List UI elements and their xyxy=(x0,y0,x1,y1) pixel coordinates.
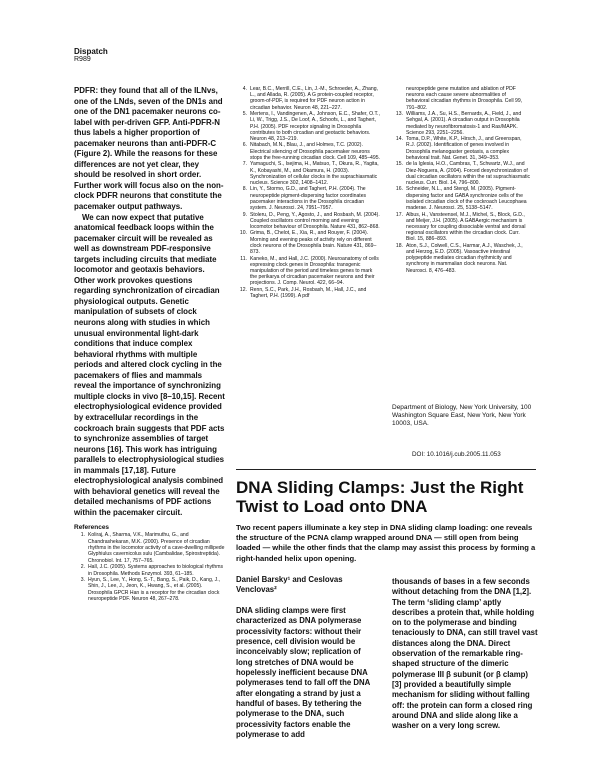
reference-text: Aton, S.J., Colwell, C.S., Harmar, A.J., Waschek, J., and Herzog, E.D. (2005). Vasoactive intestinal polypeptide mediates circadian rhythmicity and synchrony in mammalian clock neurons. Nat. Neurosci. 8, 476–483. xyxy=(406,242,523,274)
reference-item xyxy=(74,564,226,577)
reference-text: Hall, J.C. (2005). Systems approaches to biological rhythms in Drosophila. Methods Enzymol. 393, 61–185. xyxy=(88,564,224,577)
reference-number: 2. xyxy=(80,564,85,571)
reference-number: 4. xyxy=(242,86,247,92)
reference-item xyxy=(392,243,530,274)
reference-text: Toma, D.P., White, K.P., Hirsch, J., and Greenspan, R.J. (2002). Identification of genes involved in Drosophila melanogaster geotaxis, a complex behavioral trait. Nat. Genet. 31, 349–353. xyxy=(406,136,522,161)
reference-text: Lin, Y., Stormo, G.D., and Taghert, P.H. (2004). The neuropeptide pigment-dispersing factor coordinates pacemaker interactions in the Drosophila circadian system. J. Neurosci. 24, 7951–7957. xyxy=(250,186,367,212)
page-header xyxy=(74,47,108,64)
reference-number: 13. xyxy=(395,111,403,118)
reference-item xyxy=(236,230,380,255)
reference-text: Yamaguchi, S., Isejima, H., Matsuo, T., Okura, R., Yagita, K., Kobayashi, M., and Okamura, H. (2003). Synchronization of cellular clocks in the suprachiasmatic nucleus. Science 302, 1408–1412. xyxy=(250,161,379,186)
reference-number: 17. xyxy=(395,211,403,218)
reference-number: 16. xyxy=(395,186,403,193)
reference-text: de la Iglesia, H.O., Cambras, T., Schwartz, W.J., and Diez-Noguera, A. (2004). Forced desynchronization of dual circadian oscillators within the rat suprachiasmatic nucleus. Curr. Biol. 14, 796–800. xyxy=(406,161,531,186)
reference-text: neuropeptide gene mutation and ablation of PDF neurons each cause severe abnormalities of behavioral circadian rhythms in Drosophila. Cell 99, 791–802. xyxy=(406,86,523,111)
reference-number: 1. xyxy=(80,532,85,539)
paragraph: We can now expect that putative anatomical feedback loops within the pacemaker circuit will be revealed as well as downstream PDF-responsive targets including circuits that mediate locomotor and geotaxis behaviors. Other work provokes questions regarding synchronization of circadian physiological outputs. Genetic manipulation of subsets of clock neurons along with studies in which unusual environmental light-dark conditions that induce complex behavioral rhythms with multiple periods and altered clock cycling in the pacemakers of flies and mammals reveal the importance of synchronizing multiple clocks in vivo [8–10,15]. Recent electrophysiological evidence provided by extracellular recordings in the cockroach brain suggests that PDF acts to synchronize assemblies of target neurons [16]. This work has intriguing parallels to electrophysiological studies in mammals [17,18]. Future electrophysiological analysis combined with behavioral genetics will reveal the detailed mechanisms of PDF actions within the pacemaker circuit. xyxy=(74,212,225,517)
reference-text: Stoleru, D., Peng, Y., Agosto, J., and Rosbash, M. (2004). Coupled oscillators control morning and evening locomotor behaviour of Drosophila. Nature 431, 862–868. xyxy=(250,211,380,230)
reference-item xyxy=(236,111,380,142)
reference-item xyxy=(236,161,380,186)
reference-number: 3. xyxy=(80,577,85,584)
reference-item xyxy=(392,86,530,111)
reference-text: Grima, B., Chelot, E., Xia, R., and Rouyer, F. (2004). Morning and evening peaks of activity rely on different clock neurons of the Drosophila brain. Nature 431, 869–873. xyxy=(250,230,377,256)
body-paragraph: thousands of bases in a few seconds without detaching from the DNA [1,2]. The term ‘sliding clamp’ aptly describes a protein that, while holding on to the polymerase and binding tenaciously to DNA, can still travel vast distances along the DNA. Direct observation of the remarkable ring-shaped structure of the dimeric polymerase III β subunit (or β clamp) [3] provided a beautifully simple mechanism for sliding without falling off: the protein can form a closed ring around DNA and slide along like a washer on a very long screw. xyxy=(392,577,538,731)
reference-number: 10. xyxy=(239,230,247,237)
reference-number: 12. xyxy=(239,286,247,293)
reference-item xyxy=(236,186,380,211)
reference-text: Williams, J.A., Su, H.S., Bernards, A., Field, J., and Sehgal, A. (2001). A circadian output in Drosophila mediated by neurofibromatosis-1 and Ras/MAPK. Science 293, 2251–2256. xyxy=(406,111,522,136)
section-divider xyxy=(236,469,536,470)
reference-list xyxy=(236,86,380,300)
reference-item xyxy=(236,287,380,299)
reference-text: Schneider, N.L., and Stengl, M. (2005). Pigment-dispersing factor and GABA synchronize cells of the isolated circadian clock of the cockroach Leucophaea maderae. J. Neurosci. 25, 5138–5147. xyxy=(406,186,527,212)
reference-number: 9. xyxy=(242,211,247,218)
reference-item xyxy=(392,136,530,161)
reference-number: 6. xyxy=(242,142,247,149)
references-heading: References xyxy=(74,524,110,532)
reference-item xyxy=(74,577,226,602)
article-title: DNA Sliding Clamps: Just the Right Twist to Load onto DNA xyxy=(236,478,524,516)
reference-number: 11. xyxy=(240,255,247,262)
reference-item xyxy=(236,256,380,287)
reference-number: 14. xyxy=(395,136,403,143)
reference-text: Nitabach, M.N., Blau, J., and Holmes, T.C. (2002). Electrical silencing of Drosophila pacemaker neurons stops the free-running circadian clock. Cell 109, 485–495. xyxy=(250,142,380,161)
reference-item xyxy=(236,212,380,231)
reference-item xyxy=(236,142,380,161)
reference-number: 18. xyxy=(395,242,403,249)
article-authors: Daniel Barsky¹ and Ceslovas Venclovas² xyxy=(236,575,343,595)
paragraph: PDFR: they found that all of the ILNvs, one of the LNds, seven of the DN1s and one of the DN1 pacemaker neurons co-label with per-driven GFP. Anti-PDFR-N thus labels a higher proportion of pacemaker neurons than anti-PDFR-C (Figure 2). While the reasons for these differences are not yet clear, they should be resolved in short order. Further work will focus also on the non-clock PDFR neurons that constitute the pacemaker output pathways. xyxy=(74,86,224,212)
reference-text: Kaneko, M., and Hall, J.C. (2000). Neuroanatomy of cells expressing clock genes in Drosophila: transgenic manipulation of the period and timeless genes to mark the perikarya of circadian pacemaker neurons and their projections. J. Comp. Neurol. 422, 66–94. xyxy=(250,255,379,287)
reference-list xyxy=(392,86,530,274)
reference-text: Lear, B.C., Merrill, C.E., Lin, J.-M., Schroeder, A., Zhang, L., and Allada, R. (2005). A G protein-coupled receptor, groom-of-PDF, is required for PDF neuron action in circadian behavior. Neuron 48, 221–227. xyxy=(250,86,378,111)
reference-text: Albus, H., Vansteensel, M.J., Michel, S., Block, G.D., and Meijer, J.H. (2005). A GABAergic mechanism is necessary for coupling dissociable ventral and dorsal regional oscillators within the circadian clock. Curr. Biol. 15, 886–893. xyxy=(406,211,526,243)
reference-item xyxy=(392,111,530,136)
reference-item xyxy=(392,212,530,243)
page-number: R989 xyxy=(74,56,91,63)
reference-text: Hyun, S., Lee, Y., Hong, S.-T., Bang, S., Paik, D., Kang, J., Shin, J., Lee, J., Jeon, K., Hwang, S., et al. (2005). Drosophila GPCR Han is a receptor for the circadian clock neuropeptide PDF. Neuron 48, 267–278. xyxy=(88,577,221,602)
column-left xyxy=(74,86,226,603)
doi-link[interactable]: DOI: 10.1016/j.cub.2005.11.053 xyxy=(412,451,501,458)
reference-text: Renn, S.C., Park, J.H., Rosbash, M., Hall, J.C., and Taghert, P.H. (1999). A pdf xyxy=(250,286,367,300)
reference-number: 8. xyxy=(242,186,247,193)
body-paragraph: DNA sliding clamps were first characterized as DNA polymerase processivity factors: without their presence, cell division would be inconceivably slow; replication of long stretches of DNA would be hopelessly inefficient because DNA polymerases tend to fall off the DNA after elongating a strand by just a handful of bases. By tethering the polymerase to the DNA, such processivity factors enable the polymerase to add xyxy=(236,606,371,740)
author-affiliation: Department of Biology, New York University, 100 Washington Square East, New York, New York 10003, USA. xyxy=(392,404,532,428)
reference-text: Koliraj, A., Sharma, V.K., Marimuthu, G., and Chandrashekaran, M.K. (2000). Presence of circadian rhythms in the locomotor activity of a cave-dwelling millipede Glyphiulus cavernicolus sulu (Cambalidae, Spirostreptida). Chronobiol. Int. 17, 757–765. xyxy=(88,532,225,564)
reference-item xyxy=(392,186,530,211)
reference-item xyxy=(74,532,226,563)
reference-number: 7. xyxy=(242,161,247,168)
reference-text: Mertens, I., Vandingenen, A., Johnson, E.C., Shafer, O.T., Li, W., Trigg, J.S., De Loof, A., Schoofs, L., and Taghert, P.H. (2005). PDF receptor signaling in Drosophila contributes to both circadian and geotactic behaviors. Neuron 48, 213–219. xyxy=(250,111,380,142)
reference-number: 15. xyxy=(395,161,403,168)
section-label: Dispatch xyxy=(74,47,108,56)
reference-number: 5. xyxy=(242,111,247,118)
reference-item xyxy=(392,161,530,186)
reference-list xyxy=(74,532,226,602)
reference-item xyxy=(236,86,380,111)
article-abstract: Two recent papers illuminate a key step in DNA sliding clamp loading: one reveals the structure of the PCNA clamp wrapped around DNA — still open from being loaded — while the other finds that the clamp may assist this process by forming a right-handed helix upon opening. xyxy=(236,523,536,563)
